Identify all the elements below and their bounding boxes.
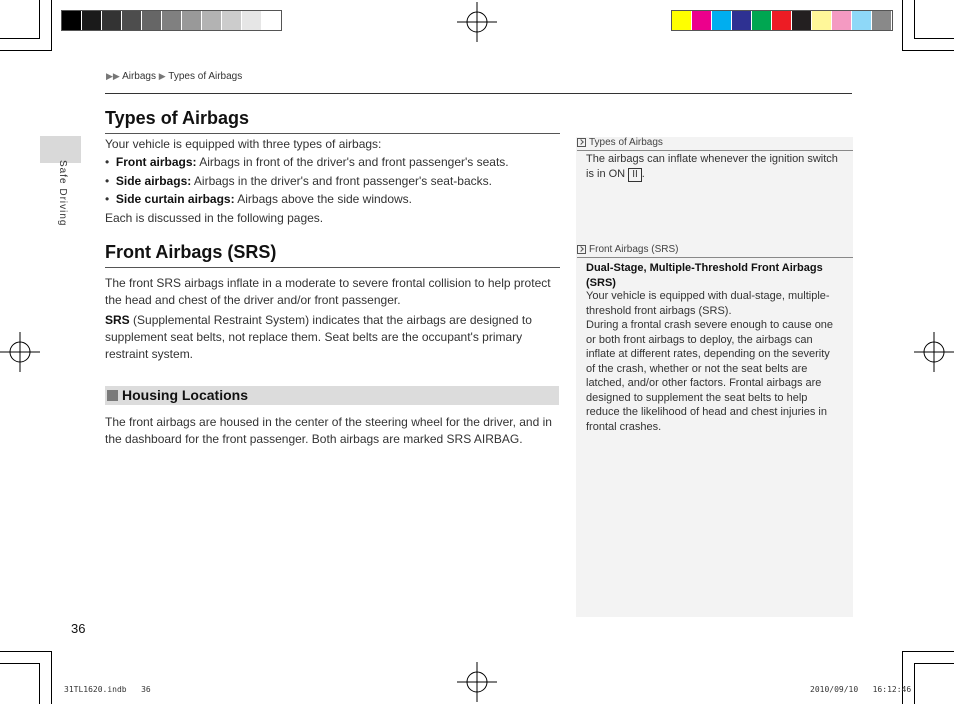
color-swatch xyxy=(852,11,871,30)
note-front-p2: During a frontal crash severe enough to cause one or both front airbags to deploy, the airbags can inflate at different rates, depending on the severity of the crash, whether or not the seat belts are latched, and/or other factors. Frontal airbags are designed to supplement the seat belts to help reduce the likelihood of head and chest injuries in frontal crashes. xyxy=(586,319,834,433)
registration-mark-icon xyxy=(457,662,497,702)
types-outro: Each is discussed in the following pages. xyxy=(105,211,324,225)
registration-mark-icon xyxy=(457,2,497,42)
crop-mark xyxy=(39,0,40,38)
color-swatch xyxy=(672,11,691,30)
crop-mark xyxy=(0,50,52,51)
types-title-rule xyxy=(105,133,560,134)
bullet-text: Airbags above the side windows. xyxy=(234,192,413,206)
crop-mark xyxy=(0,651,52,652)
bullet-term: Front airbags: xyxy=(115,155,197,169)
chapter-tab xyxy=(40,136,81,163)
color-swatch xyxy=(752,11,771,30)
color-swatch xyxy=(202,11,221,30)
note-reference-icon xyxy=(577,245,586,254)
color-swatch xyxy=(872,11,891,30)
crop-mark xyxy=(914,0,915,38)
print-timestamp: 2010/09/10 16:12:46 xyxy=(810,685,912,694)
breadcrumb xyxy=(106,71,242,82)
color-swatch xyxy=(792,11,811,30)
color-swatch xyxy=(262,11,281,30)
color-swatch xyxy=(692,11,711,30)
bullet-text: Airbags in front of the driver's and front passenger's seats. xyxy=(196,155,509,169)
breadcrumb-arrow-icon: ▶ xyxy=(158,71,166,81)
note-heading-text: Types of Airbags xyxy=(589,137,663,148)
note-heading-rule xyxy=(577,257,853,258)
crop-mark xyxy=(902,50,954,51)
bullet-text: Airbags in the driver's and front passenger's seat-backs. xyxy=(191,174,492,188)
crop-mark xyxy=(902,651,954,652)
chapter-label xyxy=(50,160,80,240)
color-swatch xyxy=(222,11,241,30)
ignition-key-position-icon: II xyxy=(628,168,642,182)
front-para-1: The front SRS airbags inflate in a moderate to severe frontal collision to help protect the head and chest of the driver and/or front passenger. xyxy=(105,276,551,307)
bullet-dot-icon: • xyxy=(105,155,116,169)
types-title: Types of Airbags xyxy=(105,108,250,128)
crop-mark xyxy=(902,0,903,50)
note-types-text xyxy=(586,152,848,182)
crop-mark xyxy=(914,663,915,704)
color-swatch xyxy=(182,11,201,30)
types-intro: Your vehicle is equipped with three types of airbags: xyxy=(105,137,382,151)
note-front-subhead: Dual-Stage, Multiple-Threshold Front Airbags (SRS) xyxy=(586,262,823,289)
color-swatch xyxy=(102,11,121,30)
crop-mark xyxy=(51,0,52,50)
crop-mark xyxy=(39,663,40,704)
breadcrumb-item-airbags[interactable]: Airbags xyxy=(122,71,156,82)
housing-text: The front airbags are housed in the center of the steering wheel for the driver, and in the dashboard for the front passenger. Both airbags are marked SRS AIRBAG. xyxy=(105,415,552,446)
bullet-side xyxy=(105,173,492,190)
crop-mark xyxy=(914,663,954,664)
note-types-period: . xyxy=(641,167,645,180)
chapter-label-text: Safe Driving xyxy=(57,160,68,227)
bullet-term: Side curtain airbags: xyxy=(115,192,235,206)
color-swatch xyxy=(82,11,101,30)
srs-definition: (Supplemental Restraint System) indicates that the airbags are designed to supplement seat belts, not replace them. Seat belts are the occupant's primary restraint system. xyxy=(105,313,532,361)
color-swatch xyxy=(62,11,81,30)
color-swatch xyxy=(812,11,831,30)
housing-title: Housing Locations xyxy=(122,387,248,403)
breadcrumb-arrow-icon: ▶▶ xyxy=(106,71,120,81)
color-swatch xyxy=(732,11,751,30)
bullet-curtain xyxy=(105,191,412,208)
bullet-dot-icon: • xyxy=(105,174,116,188)
print-file-info: 31TL1620.indb 36 xyxy=(64,685,151,694)
registration-mark-icon xyxy=(0,332,40,372)
crop-mark xyxy=(0,38,40,39)
breadcrumb-item-types[interactable]: Types of Airbags xyxy=(168,71,243,82)
bullet-front xyxy=(105,154,509,171)
color-swatch xyxy=(832,11,851,30)
color-swatch xyxy=(162,11,181,30)
crop-mark xyxy=(0,663,40,664)
color-swatch xyxy=(772,11,791,30)
note-reference-icon xyxy=(577,138,586,147)
bullet-term: Side airbags: xyxy=(115,174,192,188)
header-rule xyxy=(105,93,852,94)
color-swatch xyxy=(142,11,161,30)
bullet-dot-icon: • xyxy=(105,192,116,206)
heading-square-icon xyxy=(107,390,118,401)
note-heading-text: Front Airbags (SRS) xyxy=(589,244,679,255)
note-types-body: The airbags can inflate whenever the ignition switch is in ON xyxy=(586,153,838,180)
crop-mark xyxy=(914,38,954,39)
front-title: Front Airbags (SRS) xyxy=(105,242,277,262)
front-para-2 xyxy=(105,312,561,363)
note-heading-types xyxy=(577,137,663,148)
crop-mark xyxy=(902,651,903,704)
note-heading-rule xyxy=(577,150,853,151)
note-front-p1: Your vehicle is equipped with dual-stage, multiple-threshold front airbags (SRS). xyxy=(586,290,830,317)
color-swatch xyxy=(122,11,141,30)
registration-mark-icon xyxy=(914,332,954,372)
note-heading-front xyxy=(577,244,678,255)
page-number: 36 xyxy=(71,621,86,636)
color-swatch xyxy=(242,11,261,30)
crop-mark xyxy=(51,651,52,704)
front-title-rule xyxy=(105,267,560,268)
srs-term: SRS xyxy=(105,313,130,327)
color-swatch xyxy=(712,11,731,30)
